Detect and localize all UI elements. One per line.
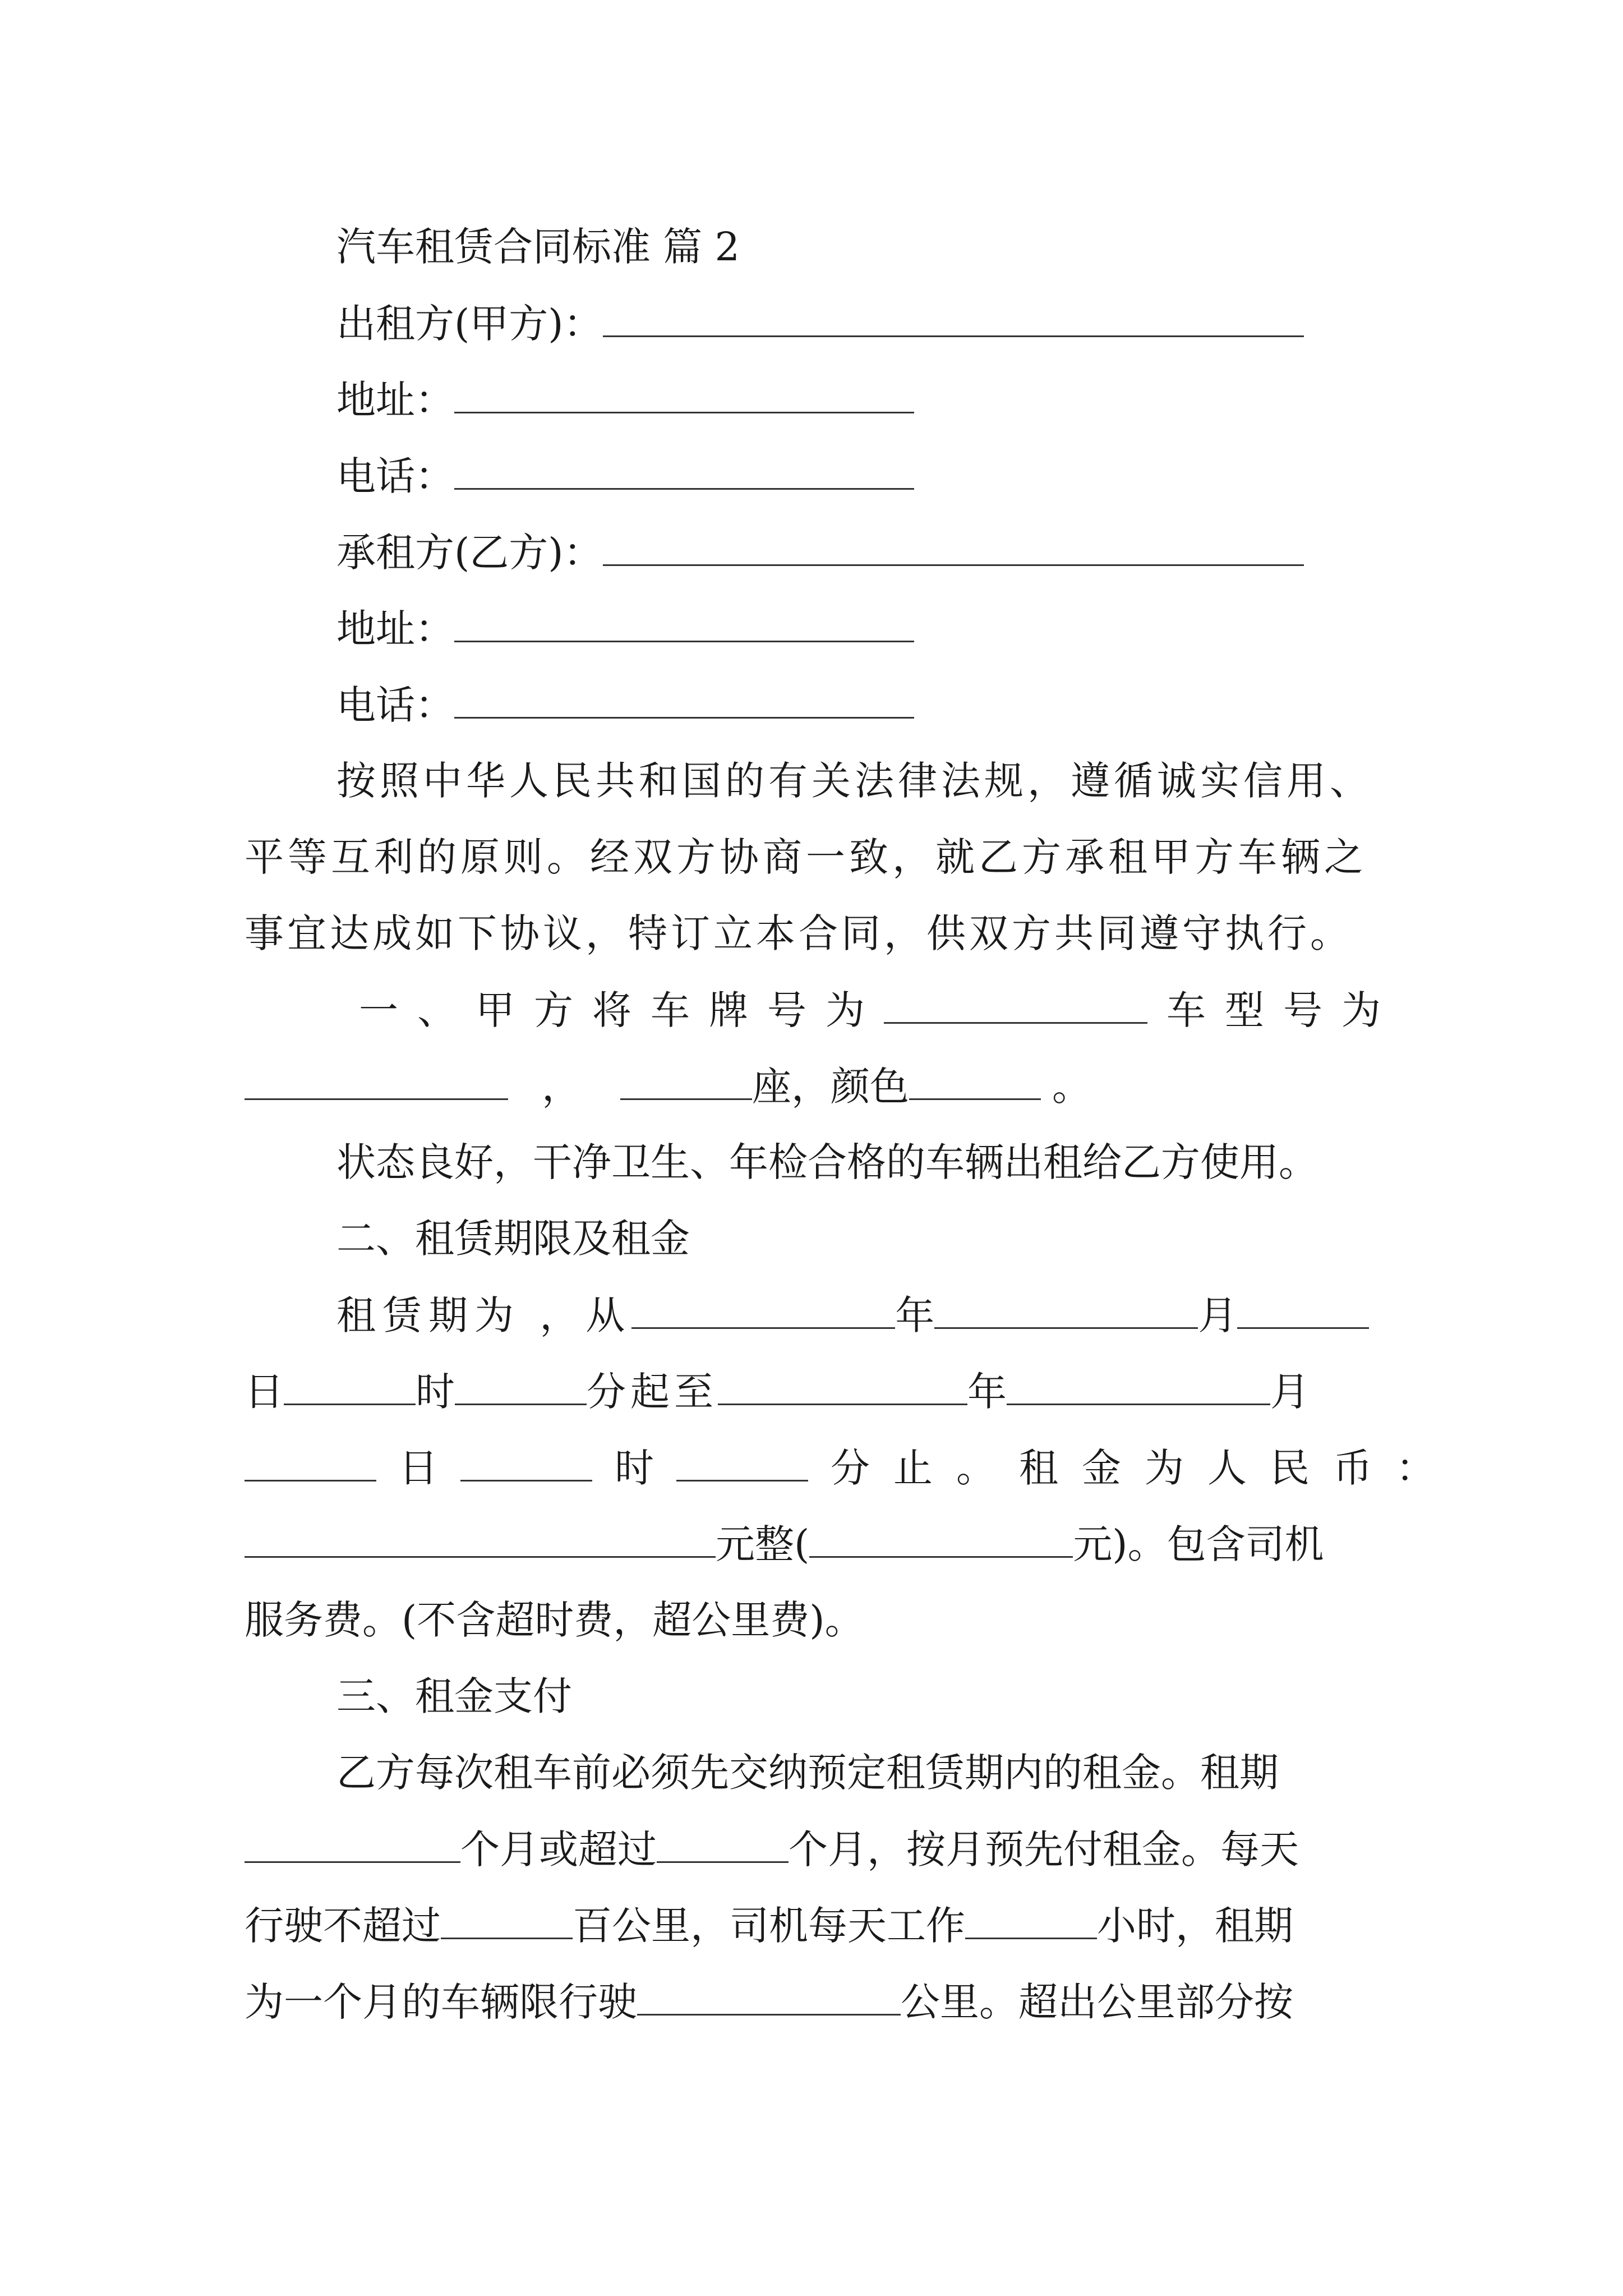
section-2-title: 二、租赁期限及租金	[336, 1216, 690, 1262]
payment-line-4: 为一个月的车辆限行驶 公里。超出公里部分按	[245, 1975, 1293, 2028]
lessor-address-blank[interactable]	[454, 372, 914, 413]
end-hour-blank[interactable]	[460, 1441, 592, 1481]
rent-number-blank[interactable]	[809, 1517, 1073, 1558]
payment-line-3: 行驶不超过 百公里，司机每天工作 小时，租期	[245, 1898, 1293, 1952]
lessee-blank[interactable]	[603, 525, 1304, 566]
end-day-blank[interactable]	[245, 1441, 376, 1481]
monthly-km-limit-blank[interactable]	[637, 1975, 901, 2016]
rent-amount-line: 元整( 元)。包含司机	[245, 1517, 1324, 1571]
lessor-address-line	[336, 372, 914, 426]
end-minute-blank[interactable]	[676, 1441, 808, 1481]
lessor-line	[336, 296, 1304, 350]
address-label: 地址：	[336, 606, 454, 652]
start-month-blank[interactable]	[934, 1288, 1198, 1329]
lessee-phone-blank[interactable]	[454, 678, 914, 719]
color-blank[interactable]	[909, 1059, 1041, 1100]
plate-number-blank[interactable]	[884, 983, 1147, 1024]
lease-period-line-1: 租赁期为 ，从 年 月	[336, 1288, 1369, 1342]
phone-label: 电话：	[336, 453, 454, 499]
lessee-phone-line	[336, 678, 914, 731]
rent-uppercase-blank[interactable]	[245, 1517, 716, 1558]
intro-line-1: 按照中华人民共和国的有关法律法规，遵循诚实信用、	[336, 758, 1373, 804]
lessee-address-line	[336, 601, 914, 655]
payment-line-2: 个月或超过 个月，按月预先付租金。每天	[245, 1822, 1299, 1876]
service-fee-line: 服务费。(不含超时费，超公里费)。	[245, 1597, 864, 1643]
model-blank[interactable]	[245, 1059, 508, 1100]
start-year-blank[interactable]	[631, 1288, 895, 1329]
end-month-blank[interactable]	[1007, 1364, 1270, 1405]
daily-hours-blank[interactable]	[965, 1898, 1097, 1939]
lease-period-line-2: 日 时 分起至 年 月	[245, 1364, 1310, 1418]
daily-km-blank[interactable]	[441, 1898, 573, 1939]
lessor-label: 出租方(甲方)：	[336, 301, 603, 347]
start-day-blank-a[interactable]	[1237, 1288, 1369, 1329]
lessor-phone-blank[interactable]	[454, 449, 914, 490]
lessor-phone-line	[336, 449, 914, 503]
lessor-blank[interactable]	[603, 296, 1304, 337]
intro-line-3: 事宜达成如下协议，特订立本合同，供双方共同遵守执行。	[245, 910, 1353, 956]
exceed-months-blank[interactable]	[657, 1822, 789, 1863]
intro-line-2: 平等互利的原则。经双方协商一致，就乙方承租甲方车辆之	[245, 834, 1367, 880]
payment-line-1: 乙方每次租车前必须先交纳预定租赁期内的租金。租期	[336, 1750, 1279, 1796]
lease-period-line-3: 日 时 分止。租金为人民币：	[245, 1441, 1459, 1494]
start-hour-blank[interactable]	[284, 1364, 416, 1405]
lease-months-blank[interactable]	[245, 1822, 460, 1863]
phone-label: 电话：	[336, 682, 454, 728]
start-minute-blank[interactable]	[455, 1364, 587, 1405]
clause1-line-1: 一、甲方将车牌号为 车型号为	[359, 983, 1400, 1037]
section-3-title: 三、租金支付	[336, 1673, 572, 1719]
address-label: 地址：	[336, 377, 454, 423]
lessee-line	[336, 525, 1304, 579]
end-year-blank[interactable]	[718, 1364, 967, 1405]
seats-blank[interactable]	[620, 1059, 752, 1100]
lessee-address-blank[interactable]	[454, 601, 914, 642]
lessee-label: 承租方(乙方)：	[336, 530, 603, 576]
document-title: 汽车租赁合同标准 篇 2	[336, 224, 740, 270]
clause1-line-2: ， 座，颜色 。	[245, 1059, 1091, 1113]
vehicle-state-line: 状态良好，干净卫生、年检合格的车辆出租给乙方使用。	[336, 1139, 1318, 1185]
